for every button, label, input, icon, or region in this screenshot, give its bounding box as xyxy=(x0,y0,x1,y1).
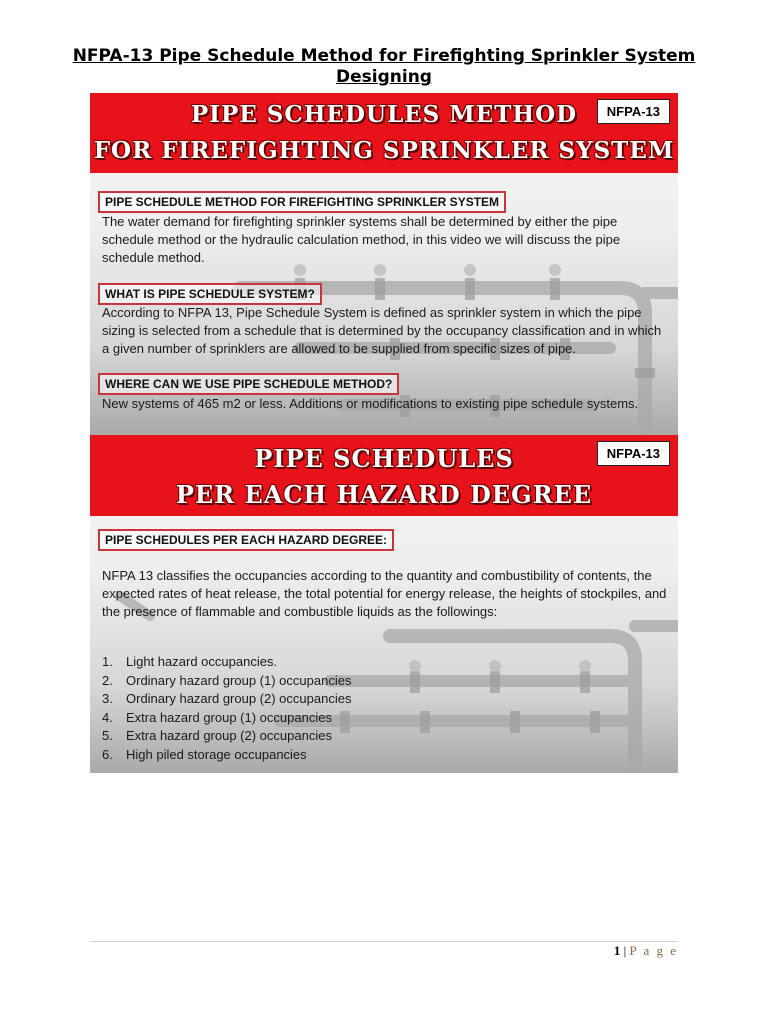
section-heading-what-is-pipe-schedule: WHAT IS PIPE SCHEDULE SYSTEM? xyxy=(98,283,322,305)
page-number: 1 xyxy=(613,943,621,958)
list-item-number: 4. xyxy=(102,709,113,725)
list-item-number: 2. xyxy=(102,672,113,688)
section-text-where-to-use: New systems of 465 m2 or less. Additions or modifications to existing pipe schedule systems. xyxy=(102,396,639,411)
list-item-number: 1. xyxy=(102,654,113,669)
banner-title-line2: FOR FIREFIGHTING SPRINKLER SYSTEM xyxy=(93,137,675,164)
section-text-what-is-pipe-schedule: According to NFPA 13, Pipe Schedule System is defined as sprinkler system in which the pipe sizing is selected from a schedule that is determined by the occupancy classification and in which a given number of sprinklers are allowed to be supplied from specific sizes of pipe. xyxy=(102,305,662,356)
section-heading-where-to-use: WHERE CAN WE USE PIPE SCHEDULE METHOD? xyxy=(98,373,399,395)
list-item xyxy=(102,727,351,746)
list-item xyxy=(102,672,351,691)
section-text-hazard-intro: NFPA 13 classifies the occupancies according to the quantity and combustibility of contents, the expected rates of heat release, the total potential for energy release, the heights of stockpiles, and the presence of flammable and combustible liquids as the followings: xyxy=(102,568,667,619)
list-item-text: Extra hazard group (1) occupancies xyxy=(126,709,332,725)
slide-pipe-schedules-hazard xyxy=(90,435,678,773)
list-item-number: 3. xyxy=(102,691,113,706)
document-title: NFPA-13 Pipe Schedule Method for Firefighting Sprinkler System Designing xyxy=(72,46,696,87)
list-item-text: Ordinary hazard group (2) occupancies xyxy=(126,691,352,706)
list-item-text: Light hazard occupancies. xyxy=(126,654,278,669)
hazard-occupancy-list xyxy=(102,653,351,764)
slide-pipe-schedules-method xyxy=(90,93,678,435)
slide-banner xyxy=(90,435,678,516)
list-item-text: Extra hazard group (2) occupancies xyxy=(126,728,332,743)
list-item xyxy=(102,653,351,672)
list-item-text: High piled storage occupancies xyxy=(126,746,307,762)
page-footer xyxy=(614,943,678,959)
section-heading-hazard-degree: PIPE SCHEDULES PER EACH HAZARD DEGREE: xyxy=(98,529,394,551)
banner-title-line1: PIPE SCHEDULES METHOD xyxy=(190,101,578,128)
banner-title-line2: PER EACH HAZARD DEGREE xyxy=(175,480,593,509)
list-item-text: Ordinary hazard group (1) occupancies xyxy=(126,672,352,688)
slide-banner xyxy=(90,93,678,173)
section-heading-pipe-schedule-method: PIPE SCHEDULE METHOD FOR FIREFIGHTING SPRINKLER SYSTEM xyxy=(98,191,506,213)
list-item-number: 5. xyxy=(102,728,113,743)
nfpa-badge: NFPA-13 xyxy=(597,99,670,124)
footer-divider xyxy=(90,941,678,942)
list-item xyxy=(102,690,351,709)
list-item xyxy=(102,746,351,765)
banner-title-line1: PIPE SCHEDULES xyxy=(254,444,514,473)
nfpa-badge: NFPA-13 xyxy=(597,441,670,466)
page-separator: | xyxy=(623,943,627,958)
section-text-pipe-schedule-method: The water demand for firefighting sprinkler systems shall be determined by either the pipe schedule method or the hydraulic calculation method, in this video we will discuss the pipe schedule method. xyxy=(102,214,621,265)
page-label: P a g e xyxy=(629,943,678,958)
list-item-number: 6. xyxy=(102,746,113,762)
list-item xyxy=(102,709,351,728)
